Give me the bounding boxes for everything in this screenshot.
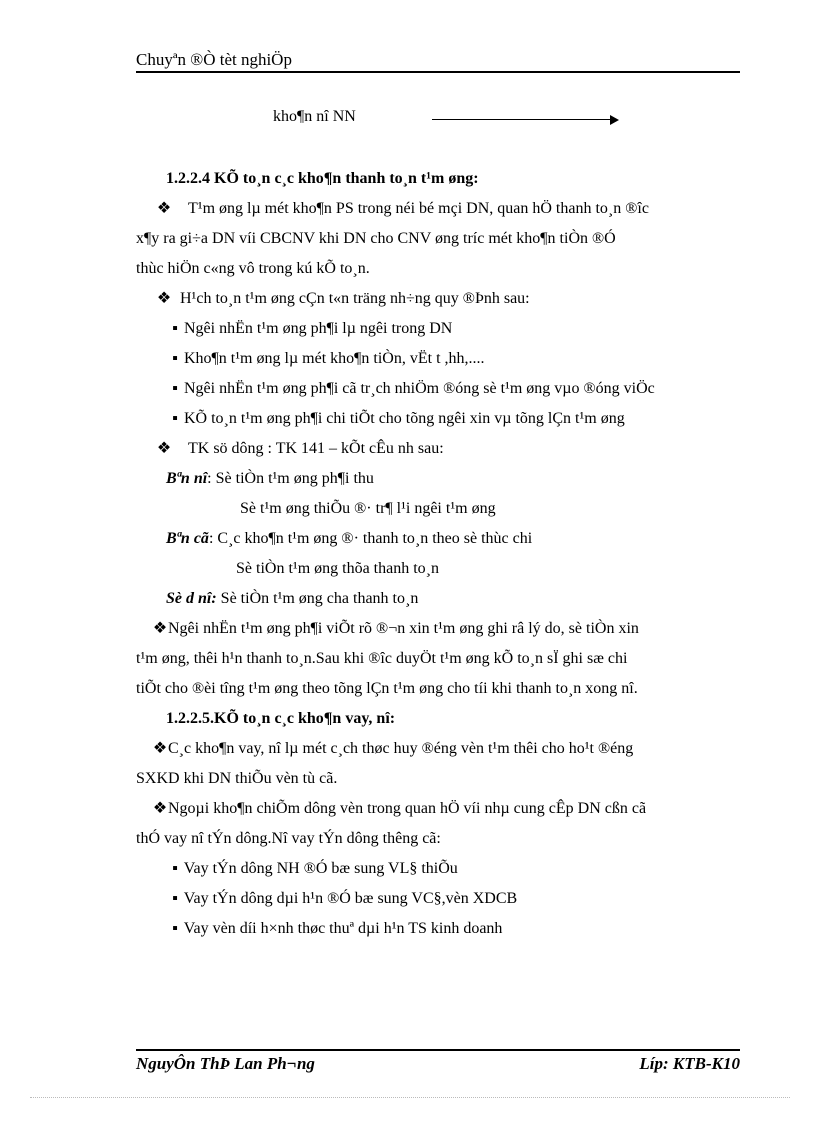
paragraph-line: SXKD khi DN thiÕu vèn tù cã. bbox=[136, 770, 338, 787]
so-du-text: Sè tiÒn t¹m øng cha thanh to¸n bbox=[216, 590, 419, 607]
square-bullet-icon: ▪ bbox=[172, 320, 178, 337]
paragraph-line bbox=[156, 289, 530, 309]
footer-class: Líp: KTB-K10 bbox=[639, 1054, 740, 1073]
paragraph-line: t¹m øng, thêi h¹n thanh to¸n.Sau khi ®îc duyÖt t¹m øng kÕ to¸n sÏ ghi sæ chi bbox=[136, 650, 628, 667]
paragraph-line bbox=[156, 439, 444, 459]
ben-co-line bbox=[166, 529, 532, 549]
so-du-label: Sè d nî: bbox=[166, 590, 217, 607]
diamond-bullet-icon: ❖ bbox=[156, 200, 172, 217]
list-item bbox=[170, 349, 485, 369]
square-bullet-icon: ▪ bbox=[172, 350, 178, 367]
list-item-text: Ngêi nhËn t¹m øng ph¶i lµ ngêi trong DN bbox=[184, 320, 453, 337]
paragraph-line: thùc hiÖn c«ng vô trong kú kÕ to¸n. bbox=[136, 260, 370, 277]
square-bullet-icon: ▪ bbox=[172, 890, 178, 907]
list-item bbox=[170, 379, 655, 399]
arrow-line bbox=[432, 119, 612, 120]
list-item bbox=[170, 319, 452, 339]
paragraph-line: tiÕt cho ®èi tîng t¹m øng theo tõng lÇn t¹m øng cho tíi khi thanh to¸n xong nî. bbox=[136, 680, 638, 697]
ben-no-line bbox=[166, 469, 374, 489]
section-heading-1225: 1.2.2.5.KÕ to¸n c¸c kho¶n vay, nî: bbox=[166, 710, 396, 727]
ben-co-line-2: Sè tiÒn t¹m øng thõa thanh to¸n bbox=[236, 560, 439, 577]
arrow-label: kho¶n nî NN bbox=[273, 108, 356, 125]
list-item-text: Vay tÝn dông dµi h¹n ®Ó bæ sung VC§,vèn XDCB bbox=[183, 890, 518, 907]
diamond-bullet-icon: ❖ bbox=[152, 740, 168, 757]
so-du-line bbox=[166, 589, 418, 609]
arrow-head-icon bbox=[610, 115, 619, 125]
paragraph-line bbox=[152, 739, 633, 759]
ben-no-line-2: Sè t¹m øng thiÕu ®· tr¶ l¹i ngêi t¹m øng bbox=[240, 500, 496, 517]
square-bullet-icon: ▪ bbox=[172, 860, 178, 877]
footer-rule bbox=[136, 1049, 740, 1051]
list-item bbox=[170, 919, 502, 939]
list-item-text: Vay vèn díi h×nh thøc thuª dµi h¹n TS kinh doanh bbox=[183, 920, 503, 937]
square-bullet-icon: ▪ bbox=[172, 920, 178, 937]
list-item bbox=[170, 859, 458, 879]
ben-co-label: Bªn cã bbox=[166, 530, 209, 547]
list-item-text: KÕ to¸n t¹m øng ph¶i chi tiÕt cho tõng ngêi xin vµ tõng lÇn t¹m øng bbox=[184, 410, 625, 427]
ben-no-text: : Sè tiÒn t¹m øng ph¶i thu bbox=[207, 470, 374, 487]
square-bullet-icon: ▪ bbox=[172, 380, 178, 397]
paragraph-line bbox=[156, 199, 649, 219]
diamond-bullet-icon: ❖ bbox=[152, 800, 168, 817]
list-item bbox=[170, 889, 517, 909]
paragraph-text: H¹ch to¸n t¹m øng cÇn t«n träng nh÷ng quy ®Þnh sau: bbox=[180, 290, 530, 307]
list-item bbox=[170, 409, 625, 429]
list-item-text: Vay tÝn dông NH ®Ó bæ sung VL§ thiÕu bbox=[183, 860, 458, 877]
section-heading-1224: 1.2.2.4 KÕ to¸n c¸c kho¶n thanh to¸n t¹m øng: bbox=[166, 170, 479, 187]
ben-no-label: Bªn nî bbox=[166, 470, 208, 487]
paragraph-text: Ngêi nhËn t¹m øng ph¶i viÕt rõ ®¬n xin t¹m øng ghi râ lý do, sè tiÒn xin bbox=[168, 620, 639, 637]
paragraph-line bbox=[152, 799, 646, 819]
paragraph-line bbox=[152, 619, 639, 639]
list-item-text: Ngêi nhËn t¹m øng ph¶i cã tr¸ch nhiÖm ®óng sè t¹m øng vµo ®óng viÖc bbox=[184, 380, 655, 397]
ben-co-text: : C¸c kho¶n t¹m øng ®· thanh to¸n theo sè thùc chi bbox=[208, 530, 533, 547]
footer-author: NguyÔn ThÞ Lan Ph¬ng bbox=[136, 1054, 315, 1073]
diamond-bullet-icon: ❖ bbox=[152, 620, 168, 637]
page-header-title: Chuyªn ®Ò tèt nghiÖp bbox=[136, 50, 292, 69]
paragraph-text: T¹m øng lµ mét kho¶n PS trong néi bé mçi DN, quan hÖ thanh to¸n ®îc bbox=[188, 200, 649, 217]
paragraph-text: Ngoµi kho¶n chiÕm dông vèn trong quan hÖ víi nhµ cung cÊp DN cßn cã bbox=[168, 800, 647, 817]
paragraph-text: C¸c kho¶n vay, nî lµ mét c¸ch thøc huy ®éng vèn t¹m thêi cho ho¹t ®éng bbox=[168, 740, 634, 757]
paragraph-text: TK sö dông : TK 141 – kÕt cÊu nh sau: bbox=[188, 440, 444, 457]
paragraph-line: thÓ vay nî tÝn dông.Nî vay tÝn dông thêng cã: bbox=[136, 830, 441, 847]
square-bullet-icon: ▪ bbox=[172, 410, 178, 427]
list-item-text: Kho¶n t¹m øng lµ mét kho¶n tiÒn, vËt t ,hh,.... bbox=[184, 350, 485, 367]
header-rule bbox=[136, 71, 740, 73]
paragraph-line: x¶y ra gi÷a DN víi CBCNV khi DN cho CNV øng tríc mét kho¶n tiÒn ®Ó bbox=[136, 230, 616, 247]
diamond-bullet-icon: ❖ bbox=[156, 440, 172, 457]
page-boundary bbox=[30, 1097, 790, 1098]
diamond-bullet-icon: ❖ bbox=[156, 290, 172, 307]
